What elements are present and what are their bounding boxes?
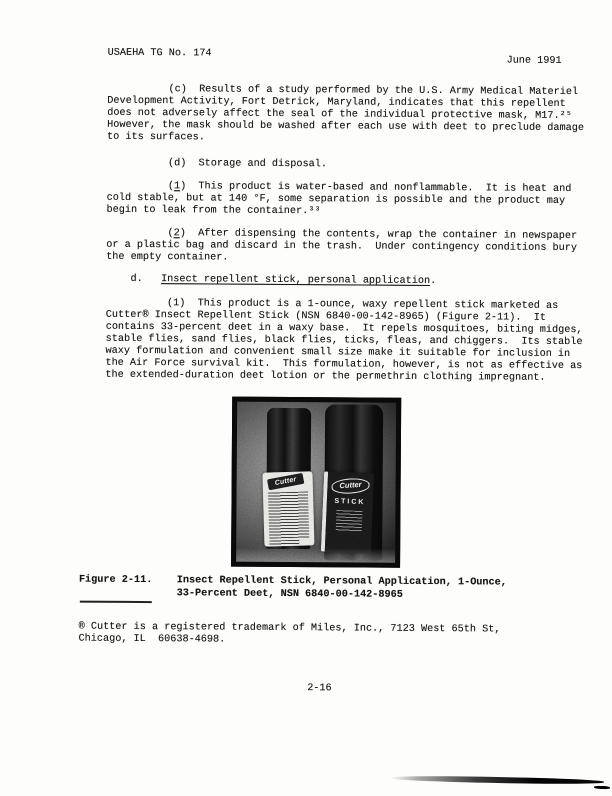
figure-photo [231,397,401,568]
paragraph-d2 [106,228,577,267]
heading-prefix: d. [106,273,162,286]
doc-header-date: June 1991 [506,55,562,67]
paragraph-d1 [106,181,571,220]
paragraph-stick-description: (1) This product is a 1-ounce, waxy repellent stick marketed as Cutter® Insect Repellent Stick (NSN 6840-00-142-8965) (Figure 2-11). It contains 33-percent deet in a waxy base. It repels mosquitoes, biting midges, stable flies, sand flies, black flies, ticks, fleas, and chiggers. Its stable waxy formulation and convenient small size make it suitable for inclusion in the Air Force survival kit. This formulation, however, is not as effective as the extended-duration deet lotion or the permethrin clothing impregnant. [105,297,583,384]
d2-prefix: ( [106,227,174,240]
footnote-separator-rule [80,601,152,604]
paragraph-c: (c) Results of a study performed by the U.S. Army Medical Materiel Development Activity, Fort Detrick, Maryland, indicates that this repellent does not adversely affect the seal of the individual protective mask, M17.²⁵ However, the mask should be washed after each use with deet to preclude damage to its surfaces. [107,83,585,144]
heading-underlined-text: Insect repellent stick, personal application [161,274,431,288]
d1-number: 1 [173,181,181,193]
figure-caption: Figure 2-11. Insect Repellent Stick, Personal Application, 1-Ounce, 33-Percent Deet, NSN 6840-00-142-8965 [78,574,507,601]
d2-number: 2 [173,228,180,240]
photo-grain-overlay-2 [236,402,396,563]
page-number: 2-16 [307,683,332,695]
d2-text: ) After dispensing the contents, wrap the container in newspaper or a plastic bag and discard in the trash. Under contingency conditions bury the empty container. [106,228,578,264]
heading-period: . [430,276,437,288]
doc-header-id: USAEHA TG No. 174 [107,47,212,60]
d1-prefix: ( [106,180,174,193]
d1-text: ) This product is water-based and nonflammable. It is heat and cold stable, but at 140 °F, some separation is possible and the product may begin to leak from the container.³³ [106,181,572,218]
heading-insect-repellent-stick [106,274,436,288]
trademark-footnote: ® Cutter is a registered trademark of Miles, Inc., 7123 West 65th St, Chicago, IL 60638-4698. [78,621,501,646]
paragraph-d-heading: (d) Storage and disposal. [106,157,327,171]
